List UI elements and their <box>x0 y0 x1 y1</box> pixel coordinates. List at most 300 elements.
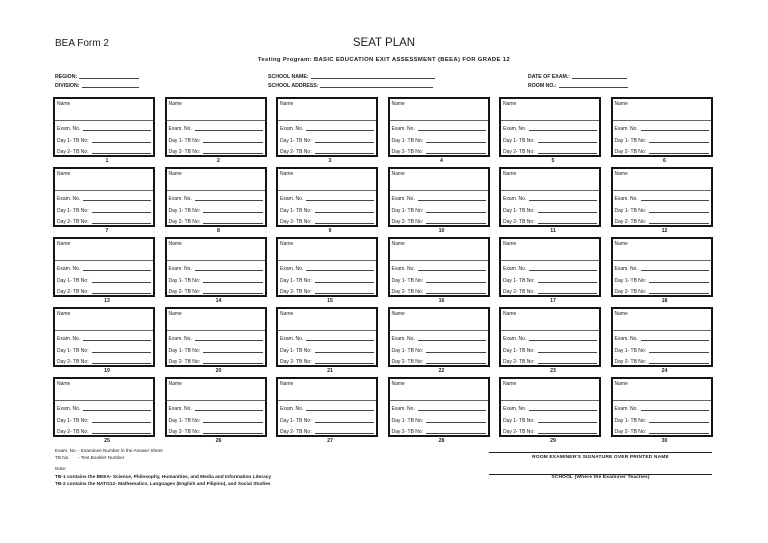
day2-tb-blank <box>92 153 151 154</box>
day1-tb-label: Day 1- TB No: <box>614 138 647 144</box>
day1-tb-row <box>503 278 597 284</box>
seat-name-label: Name <box>57 241 71 247</box>
school-name-blank <box>311 78 435 79</box>
room-no-label: ROOM NO.: <box>528 82 557 89</box>
day1-tb-label: Day 1- TB No: <box>168 278 201 284</box>
exam-no-label: Exam. No. <box>168 336 192 342</box>
day1-tb-row <box>280 278 374 284</box>
seat-number: 6 <box>663 158 666 164</box>
exam-no-label: Exam. No. <box>391 336 415 342</box>
seat-number: 7 <box>105 228 109 234</box>
day2-tb-row <box>615 149 709 155</box>
day2-tb-blank <box>92 363 151 364</box>
exam-no-row <box>169 406 263 412</box>
day2-tb-blank <box>538 363 597 364</box>
exam-no-row <box>169 196 263 202</box>
day2-tb-row <box>392 219 486 225</box>
exam-no-blank <box>529 270 597 271</box>
seat-name-divider <box>167 260 265 261</box>
exam-no-blank <box>83 130 151 131</box>
day1-tb-row <box>280 418 374 424</box>
seat-number: 24 <box>661 368 668 374</box>
seat-name-divider <box>167 120 265 121</box>
seat-name-divider <box>55 330 153 331</box>
seat-number: 2 <box>217 158 220 164</box>
day2-tb-label: Day 2- TB No: <box>503 148 535 155</box>
seat-box <box>499 237 601 297</box>
seat-name-divider <box>167 330 265 331</box>
exam-no-label: Exam. No. <box>614 196 638 202</box>
day1-tb-label: Day 1- TB No: <box>57 208 89 214</box>
day2-tb-blank <box>203 153 262 154</box>
day2-tb-blank <box>315 223 374 224</box>
seat-number: 27 <box>327 438 333 444</box>
exam-no-row <box>503 336 597 342</box>
exam-no-label: Exam. No. <box>503 406 527 412</box>
day2-tb-label: Day 2- TB No: <box>391 428 424 435</box>
day1-tb-label: Day 1- TB No: <box>57 418 89 424</box>
day2-tb-row <box>280 219 374 225</box>
day2-tb-row <box>280 429 374 435</box>
exam-no-row <box>57 266 151 272</box>
day1-tb-blank <box>649 352 708 353</box>
day1-tb-row <box>392 348 486 354</box>
seat-name-label: Name <box>614 101 628 107</box>
seat-name-label: Name <box>503 311 517 317</box>
day2-tb-row <box>169 149 263 155</box>
exam-no-row <box>615 406 709 412</box>
seat-name-divider <box>501 330 599 331</box>
day1-tb-label: Day 1- TB No: <box>168 418 201 424</box>
seat-name-divider <box>613 190 711 191</box>
day1-tb-blank <box>203 282 262 283</box>
day2-tb-blank <box>538 153 597 154</box>
exam-no-row <box>503 126 597 132</box>
day1-tb-row <box>503 208 597 214</box>
seat-name-label: Name <box>614 171 628 177</box>
exam-no-row <box>280 406 374 412</box>
seat-box <box>276 237 378 297</box>
seat-name-label: Name <box>614 311 628 317</box>
exam-no-row <box>503 196 597 202</box>
note-tb2: TB-2 contains the NATG12- Mathematics, Languages (English and Filipino), and Social Studies <box>55 482 271 487</box>
day2-tb-blank <box>92 433 151 434</box>
exam-no-blank <box>641 130 709 131</box>
exam-no-label: Exam. No. <box>503 126 527 132</box>
day1-tb-label: Day 1- TB No: <box>391 138 424 144</box>
day1-tb-label: Day 1- TB No: <box>57 348 89 354</box>
day1-tb-label: Day 1- TB No: <box>57 138 89 144</box>
seat-name-divider <box>278 190 376 191</box>
seat-name-label: Name <box>57 171 71 177</box>
exam-no-blank <box>83 200 151 201</box>
exam-no-label: Exam. No. <box>57 266 81 272</box>
region-label: REGION: <box>55 73 78 80</box>
seat-name-divider <box>390 330 488 331</box>
day2-tb-label: Day 2- TB No: <box>57 218 89 225</box>
day2-tb-row <box>57 429 151 435</box>
exam-no-row <box>392 336 486 342</box>
exam-no-blank <box>529 130 597 131</box>
day1-tb-label: Day 1- TB No: <box>391 418 424 424</box>
day2-tb-blank <box>315 153 374 154</box>
day2-tb-row <box>615 429 709 435</box>
seat-name-label: Name <box>280 311 294 317</box>
exam-no-blank <box>641 270 709 271</box>
day2-tb-row <box>392 429 486 435</box>
seat-number: 8 <box>217 228 220 234</box>
seat-name-divider <box>613 120 711 121</box>
seat-name-divider <box>613 260 711 261</box>
seat-name-divider <box>390 260 488 261</box>
seat-name-label: Name <box>168 311 182 317</box>
seat-box <box>388 167 490 227</box>
exam-no-row <box>615 126 709 132</box>
day2-tb-label: Day 2- TB No: <box>168 358 201 365</box>
seat-name-label: Name <box>168 381 182 387</box>
seat-name-label: Name <box>168 241 182 247</box>
seat-name-label: Name <box>280 381 294 387</box>
day1-tb-blank <box>92 282 151 283</box>
seat-number: 22 <box>438 368 445 374</box>
exam-no-row <box>169 266 263 272</box>
day2-tb-row <box>615 359 709 365</box>
exam-no-blank <box>529 340 597 341</box>
day1-tb-row <box>169 208 263 214</box>
exam-no-label: Exam. No. <box>503 336 527 342</box>
exam-no-label: Exam. No. <box>614 126 638 132</box>
exam-no-blank <box>529 410 597 411</box>
day2-tb-row <box>392 289 486 295</box>
date-of-exam-field <box>528 74 627 81</box>
seat-number: 3 <box>328 158 332 164</box>
seat-number: 28 <box>438 438 445 444</box>
seat-name-label: Name <box>503 381 517 387</box>
seat-number: 21 <box>327 368 333 374</box>
seat-box <box>611 167 713 227</box>
region-field <box>55 74 139 81</box>
day1-tb-row <box>57 138 151 144</box>
day2-tb-label: Day 2- TB No: <box>280 148 312 155</box>
seat-name-label: Name <box>280 171 294 177</box>
day2-tb-blank <box>538 433 597 434</box>
day1-tb-label: Day 1- TB No: <box>168 348 201 354</box>
exam-no-row <box>503 266 597 272</box>
room-no-blank <box>559 87 628 88</box>
seat-name-divider <box>501 400 599 401</box>
day1-tb-blank <box>538 352 597 353</box>
day1-tb-label: Day 1- TB No: <box>280 278 312 284</box>
day2-tb-row <box>503 219 597 225</box>
day2-tb-blank <box>649 433 708 434</box>
school-name-label: SCHOOL NAME: <box>268 73 309 80</box>
day2-tb-blank <box>92 223 151 224</box>
exam-no-blank <box>306 130 374 131</box>
day2-tb-label: Day 2- TB No: <box>280 428 312 435</box>
day2-tb-blank <box>426 153 485 154</box>
exam-no-label: Exam. No. <box>168 406 192 412</box>
day2-tb-blank <box>426 293 485 294</box>
exam-no-blank <box>195 130 263 131</box>
day1-tb-row <box>615 418 709 424</box>
day2-tb-label: Day 2- TB No: <box>391 358 424 365</box>
seat-name-label: Name <box>168 171 182 177</box>
day2-tb-label: Day 2- TB No: <box>57 358 89 365</box>
seat-name-divider <box>278 260 376 261</box>
legend-definition: - Examinee Number in the Answer Sheet <box>78 448 163 453</box>
day2-tb-label: Day 2- TB No: <box>614 288 647 295</box>
division-blank <box>82 87 140 88</box>
note-tb1: TB-1 contains the BEEA- Science, Philosophy, Humanities, and Media and Information Literacy <box>55 475 272 480</box>
day1-tb-label: Day 1- TB No: <box>391 208 424 214</box>
exam-no-row <box>615 266 709 272</box>
exam-no-blank <box>83 410 151 411</box>
seat-name-label: Name <box>280 101 294 107</box>
day2-tb-row <box>169 219 263 225</box>
seat-number: 14 <box>215 298 222 304</box>
day2-tb-label: Day 2- TB No: <box>614 218 647 225</box>
seat-box <box>165 377 267 437</box>
seat-number: 17 <box>550 298 556 304</box>
exam-no-blank <box>418 270 486 271</box>
day1-tb-row <box>169 138 263 144</box>
seat-number: 26 <box>215 438 222 444</box>
seat-name-label: Name <box>280 241 294 247</box>
seat-number: 19 <box>104 368 110 374</box>
day1-tb-blank <box>426 142 485 143</box>
exam-no-row <box>169 126 263 132</box>
day1-tb-blank <box>92 422 151 423</box>
exam-no-blank <box>306 270 374 271</box>
day1-tb-label: Day 1- TB No: <box>614 208 647 214</box>
day1-tb-blank <box>426 352 485 353</box>
exam-no-blank <box>418 410 486 411</box>
note-heading: Note: <box>55 467 67 472</box>
day2-tb-label: Day 2- TB No: <box>57 288 89 295</box>
exam-no-blank <box>195 410 263 411</box>
seat-name-divider <box>278 120 376 121</box>
day2-tb-blank <box>426 433 485 434</box>
seat-box <box>388 377 490 437</box>
day2-tb-row <box>280 289 374 295</box>
form-code: BEA Form 2 <box>55 38 109 49</box>
exam-no-label: Exam. No. <box>57 196 81 202</box>
day2-tb-row <box>169 359 263 365</box>
seat-name-divider <box>55 260 153 261</box>
seat-number: 16 <box>438 298 445 304</box>
exam-no-label: Exam. No. <box>57 126 81 132</box>
day1-tb-label: Day 1- TB No: <box>280 418 312 424</box>
seat-number: 25 <box>104 438 110 444</box>
exam-no-blank <box>641 340 709 341</box>
seat-name-label: Name <box>391 381 405 387</box>
date-of-exam-label: DATE OF EXAM.: <box>528 73 570 80</box>
day2-tb-label: Day 2- TB No: <box>614 358 647 365</box>
day1-tb-row <box>280 208 374 214</box>
legend-definition: - Test Booklet Number <box>78 455 125 460</box>
day2-tb-blank <box>203 363 262 364</box>
exam-no-label: Exam. No. <box>57 336 81 342</box>
day1-tb-blank <box>649 422 708 423</box>
division-label: DIVISION: <box>55 82 80 89</box>
day1-tb-blank <box>426 422 485 423</box>
day2-tb-label: Day 2- TB No: <box>280 358 312 365</box>
day1-tb-label: Day 1- TB No: <box>168 138 201 144</box>
day1-tb-label: Day 1- TB No: <box>168 208 201 214</box>
day1-tb-label: Day 1- TB No: <box>280 208 312 214</box>
day1-tb-row <box>503 418 597 424</box>
day1-tb-label: Day 1- TB No: <box>280 138 312 144</box>
seat-name-divider <box>613 330 711 331</box>
day2-tb-blank <box>538 223 597 224</box>
day1-tb-label: Day 1- TB No: <box>391 278 424 284</box>
day1-tb-label: Day 1- TB No: <box>57 278 89 284</box>
seat-box <box>53 377 155 437</box>
day1-tb-row <box>57 418 151 424</box>
day1-tb-blank <box>538 212 597 213</box>
day1-tb-blank <box>649 142 708 143</box>
exam-no-label: Exam. No. <box>280 266 304 272</box>
day2-tb-label: Day 2- TB No: <box>391 218 424 225</box>
day1-tb-blank <box>315 352 374 353</box>
exam-no-row <box>280 126 374 132</box>
division-field <box>55 83 139 90</box>
legend-term: Exam. No. <box>55 448 77 453</box>
exam-no-row <box>615 196 709 202</box>
day2-tb-row <box>503 289 597 295</box>
exam-no-row <box>503 406 597 412</box>
exam-no-blank <box>195 340 263 341</box>
seat-name-divider <box>501 260 599 261</box>
school-address-label: SCHOOL ADDRESS: <box>268 82 319 89</box>
day2-tb-blank <box>315 433 374 434</box>
day1-tb-blank <box>426 282 485 283</box>
seat-name-label: Name <box>391 101 405 107</box>
seat-name-divider <box>613 400 711 401</box>
seat-box <box>611 97 713 157</box>
exam-no-label: Exam. No. <box>614 406 638 412</box>
seat-box <box>611 307 713 367</box>
day1-tb-row <box>615 138 709 144</box>
seat-box <box>388 97 490 157</box>
seat-number: 4 <box>440 158 443 164</box>
seat-box <box>499 167 601 227</box>
day1-tb-row <box>392 138 486 144</box>
day2-tb-row <box>503 149 597 155</box>
seat-name-label: Name <box>503 101 517 107</box>
exam-no-blank <box>641 200 709 201</box>
day1-tb-blank <box>538 282 597 283</box>
day2-tb-blank <box>426 363 485 364</box>
day1-tb-blank <box>315 212 374 213</box>
seat-number: 1 <box>105 158 109 164</box>
seat-box <box>499 377 601 437</box>
room-examiner-signature-label: ROOM EXAMINER'S SIGNATURE OVER PRINTED NAME <box>532 455 669 460</box>
legend-term: TB No. <box>55 455 70 460</box>
day2-tb-blank <box>649 223 708 224</box>
exam-no-row <box>615 336 709 342</box>
seat-number: 29 <box>550 438 556 444</box>
seat-name-label: Name <box>503 171 517 177</box>
seat-number: 20 <box>215 368 222 374</box>
day2-tb-label: Day 2- TB No: <box>57 148 89 155</box>
exam-no-label: Exam. No. <box>503 266 527 272</box>
seat-number: 10 <box>438 228 445 234</box>
day2-tb-blank <box>203 433 262 434</box>
exam-no-blank <box>418 130 486 131</box>
seat-name-label: Name <box>614 241 628 247</box>
day1-tb-blank <box>315 282 374 283</box>
seat-name-divider <box>55 400 153 401</box>
seat-number: 12 <box>661 228 668 234</box>
day1-tb-label: Day 1- TB No: <box>503 418 535 424</box>
exam-no-label: Exam. No. <box>168 126 192 132</box>
day1-tb-blank <box>649 212 708 213</box>
day2-tb-blank <box>315 293 374 294</box>
day1-tb-blank <box>315 142 374 143</box>
school-name-field <box>268 74 435 81</box>
day2-tb-label: Day 2- TB No: <box>57 428 89 435</box>
exam-no-row <box>57 406 151 412</box>
seat-name-divider <box>501 190 599 191</box>
day1-tb-row <box>57 278 151 284</box>
day2-tb-row <box>57 289 151 295</box>
day2-tb-row <box>615 219 709 225</box>
seat-box <box>165 167 267 227</box>
seat-number: 15 <box>327 298 333 304</box>
day2-tb-blank <box>315 363 374 364</box>
exam-no-blank <box>418 200 486 201</box>
seat-name-label: Name <box>391 311 405 317</box>
seat-number: 23 <box>550 368 556 374</box>
exam-no-blank <box>418 340 486 341</box>
day1-tb-row <box>615 348 709 354</box>
day1-tb-blank <box>92 142 151 143</box>
seat-box <box>53 237 155 297</box>
seat-box <box>611 237 713 297</box>
day1-tb-label: Day 1- TB No: <box>391 348 424 354</box>
day1-tb-blank <box>538 142 597 143</box>
seat-name-label: Name <box>168 101 182 107</box>
seat-number: 5 <box>551 158 555 164</box>
exam-no-blank <box>641 410 709 411</box>
day1-tb-blank <box>538 422 597 423</box>
exam-no-blank <box>529 200 597 201</box>
seat-name-divider <box>390 190 488 191</box>
day1-tb-blank <box>92 352 151 353</box>
seat-name-divider <box>55 190 153 191</box>
day1-tb-label: Day 1- TB No: <box>280 348 312 354</box>
day1-tb-row <box>392 278 486 284</box>
seat-name-divider <box>55 120 153 121</box>
day2-tb-label: Day 2- TB No: <box>168 428 201 435</box>
exam-no-row <box>392 266 486 272</box>
exam-no-blank <box>195 200 263 201</box>
exam-no-blank <box>306 410 374 411</box>
seat-number: 18 <box>661 298 668 304</box>
day1-tb-row <box>615 208 709 214</box>
day2-tb-row <box>57 219 151 225</box>
day2-tb-row <box>503 429 597 435</box>
day2-tb-blank <box>203 223 262 224</box>
seat-number: 13 <box>104 298 110 304</box>
seat-name-divider <box>501 120 599 121</box>
exam-no-label: Exam. No. <box>391 266 415 272</box>
day2-tb-row <box>280 149 374 155</box>
page-title: SEAT PLAN <box>352 37 416 49</box>
seat-box <box>276 167 378 227</box>
day1-tb-row <box>280 348 374 354</box>
